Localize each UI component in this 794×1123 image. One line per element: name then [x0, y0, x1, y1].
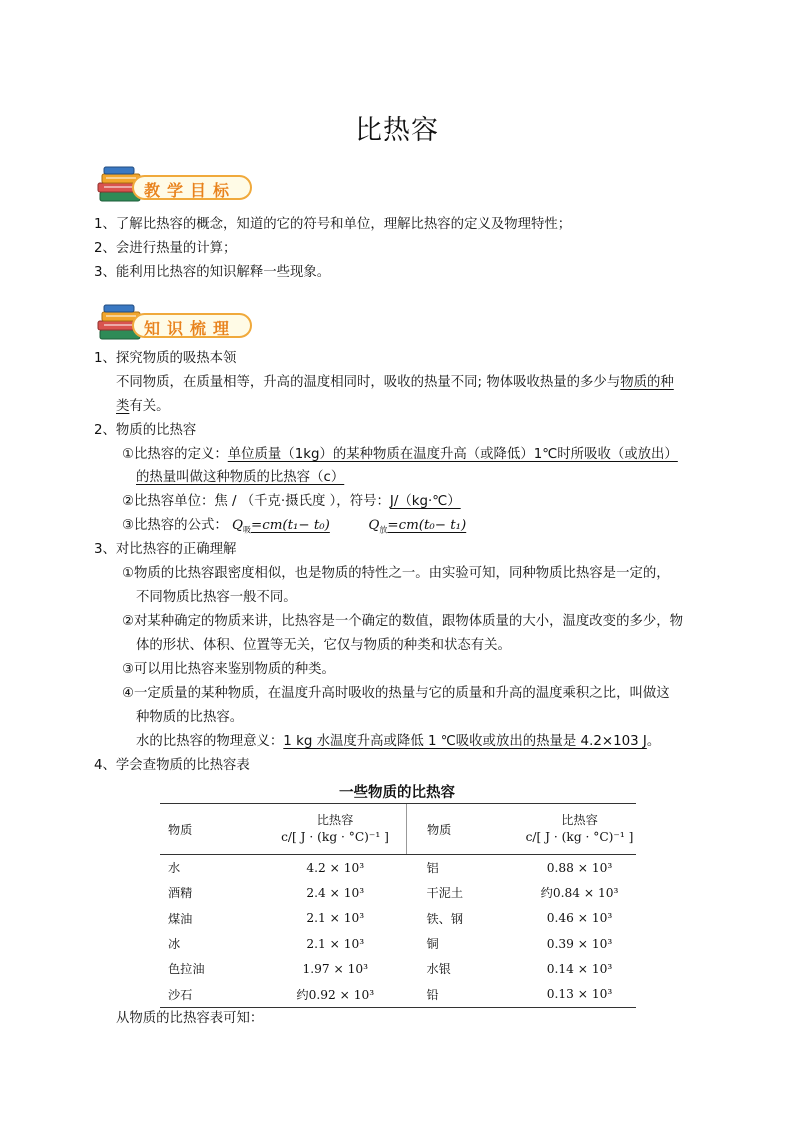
goal-item-1: 1、了解比热容的概念，知道的它的符号和单位，理解比热容的定义及物理特性； — [94, 217, 572, 232]
p3-line2: 不同物质比热容一般不同。 — [136, 590, 297, 605]
p3-line4: 体的形状、体积、位置等无关，它仅与物质的种类和状态有关。 — [136, 638, 511, 653]
goal-item-2: 2、会进行热量的计算； — [94, 241, 237, 256]
specific-heat-table — [160, 803, 636, 1008]
banner-label: 教学目标 — [144, 181, 237, 200]
section-banner-knowledge — [96, 302, 266, 344]
p2-definition-line1: ①比热容的定义：单位质量（1kg）的某种物质在温度升高（或降低）1℃时所吸收（或放出） — [122, 447, 678, 462]
p4-title: 4、学会查物质的比热容表 — [94, 758, 250, 773]
table-row: 沙石 约0.92 × 10³ 铅 0.13 × 10³ — [160, 981, 636, 1007]
table-row: 冰 2.1 × 10³ 铜 0.39 × 10³ — [168, 936, 613, 952]
section-banner-goals — [96, 164, 266, 206]
table-title: 一些物质的比热容 — [339, 785, 455, 801]
p3-line8: 水的比热容的物理意义：1 kg 水温度升高或降低 1 ℃吸收或放出的热量是 4.2×103 J。 — [136, 734, 661, 749]
column-header-substance: 物质 — [407, 804, 524, 855]
goal-item-3: 3、能利用比热容的知识解释一些现象。 — [94, 265, 331, 280]
p3-line5: ③可以用比热容来鉴别物质的种类。 — [122, 662, 335, 677]
table-row: 酒精 2.4 × 10³ 干泥土 约0.84 × 10³ — [168, 885, 619, 901]
p3-line3: ②对某种确定的物质来讲，比热容是一个确定的数值，跟物体质量的大小，温度改变的多少，物 — [122, 614, 684, 629]
page-title: 比热容 — [355, 115, 439, 146]
table-row: 煤油 2.1 × 10³ 铁、钢 0.46 × 10³ — [168, 911, 613, 926]
p1-line1: 不同物质，在质量相等，升高的温度相同时，吸收的热量不同; 物体吸收热量的多少与物质的种 — [116, 375, 674, 390]
p1-title: 1、探究物质的吸热本领 — [94, 351, 237, 366]
p1-line2: 类有关。 — [116, 399, 170, 414]
p2-definition-line2: 的热量叫做这种物质的比热容（c） — [136, 470, 345, 485]
footer-text: 从物质的比热容表可知： — [116, 1011, 264, 1026]
p3-line1: ①物质的比热容跟密度相似，也是物质的特性之一。由实验可知，同种物质比热容是一定的， — [122, 566, 670, 581]
p3-line6: ④一定质量的某种物质，在温度升高时吸收的热量与它的质量和升高的温度乘积之比，叫做这 — [122, 686, 670, 701]
p2-title: 2、物质的比热容 — [94, 423, 197, 438]
column-header-specific-heat: 比热容 c/[ J · (kg · °C)⁻¹ ] — [523, 804, 636, 855]
column-header-specific-heat: 比热容 c/[ J · (kg · °C)⁻¹ ] — [264, 804, 407, 855]
column-header-substance: 物质 — [160, 804, 264, 855]
table-row: 水 4.2 × 10³ 铝 0.88 × 10³ — [168, 860, 613, 876]
p3-line7: 种物质的比热容。 — [136, 710, 244, 725]
p2-formula: ③比热容的公式： $Q_吸=cm(t_1- t_0)$ $Q_放=cm(t_0- t_1)$ — [122, 518, 467, 535]
p3-title: 3、对比热容的正确理解 — [94, 542, 237, 557]
table-row: 色拉油 1.97 × 10³ 水银 0.14 × 10³ — [168, 961, 613, 977]
table-header-row — [160, 804, 636, 855]
p2-unit: ②比热容单位：焦 / （千克·摄氏度 ），符号：J/（kg·℃） — [122, 494, 461, 509]
banner-label: 知识梳理 — [144, 319, 237, 338]
